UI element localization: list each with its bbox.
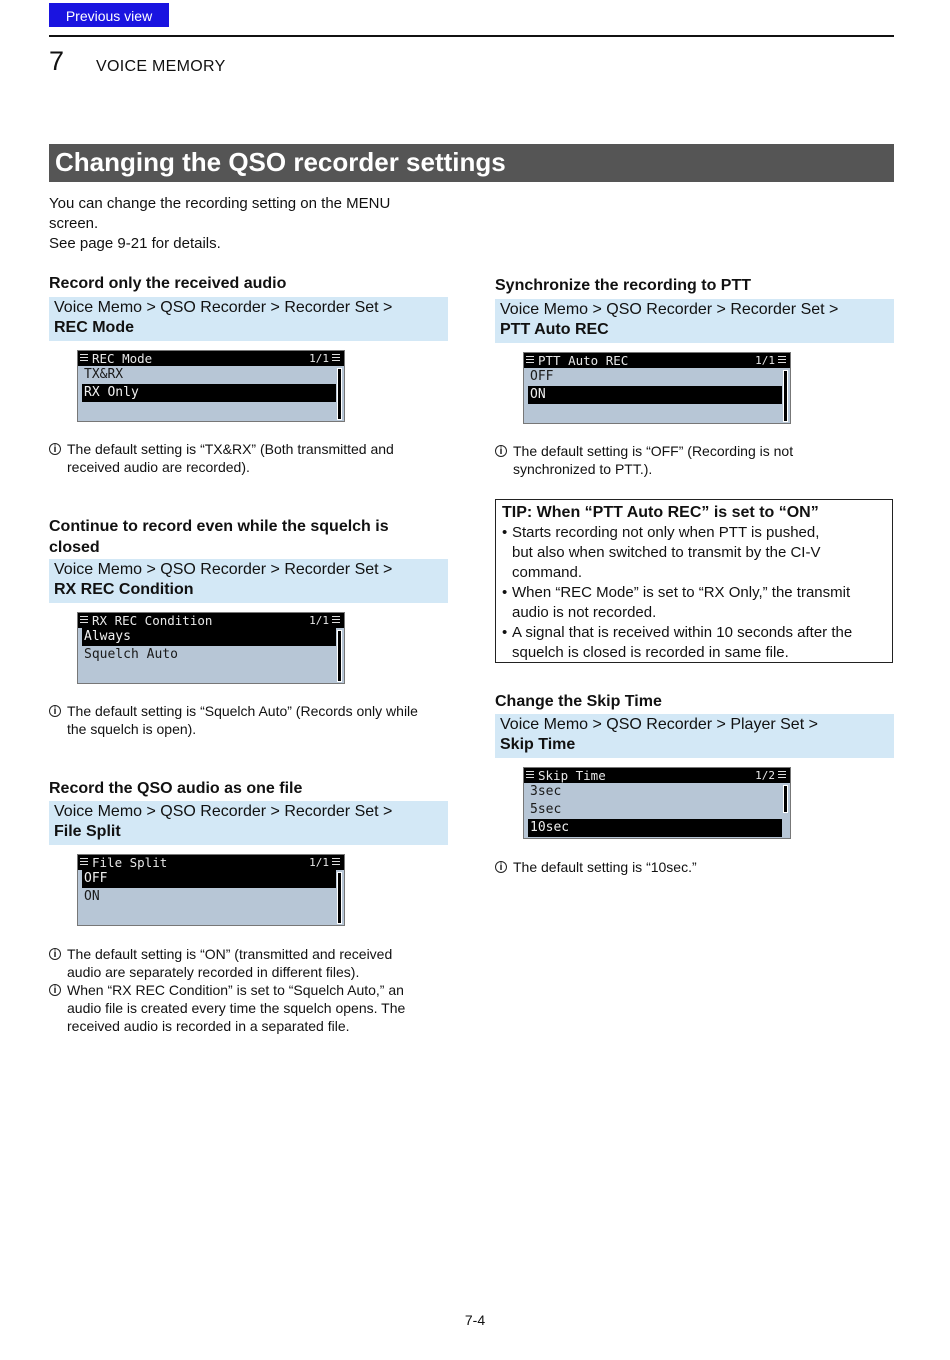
- file-split-notes: [49, 945, 449, 1035]
- screen-page: 1/1: [309, 352, 329, 365]
- note-line: audio file is created every time the squelch opens. The: [67, 1000, 406, 1016]
- info-circle-icon: i: [49, 443, 61, 455]
- screen-option-squelch-auto[interactable]: Squelch Auto: [84, 647, 178, 662]
- screen-title: REC Mode: [92, 351, 153, 366]
- intro-line: See page 9-21 for details.: [49, 235, 221, 252]
- chapter-title: VOICE MEMORY: [96, 58, 226, 75]
- intro-text: [49, 194, 449, 254]
- file-split-screen: [77, 854, 345, 926]
- tip-title: TIP: When “PTT Auto REC” is set to “ON”: [502, 504, 819, 521]
- screen-option-off[interactable]: OFF: [82, 870, 336, 888]
- screen-option-5sec[interactable]: 5sec: [530, 802, 562, 817]
- menu-list-icon: [778, 771, 786, 780]
- menu-path-item: PTT Auto REC: [500, 321, 609, 338]
- note-line: The default setting is “TX&RX” (Both transmitted and: [67, 441, 394, 457]
- menu-path-text: Voice Memo > QSO Recorder > Recorder Set >: [54, 561, 393, 578]
- section-title: Changing the QSO recorder settings: [49, 144, 894, 182]
- screen-page: 1/2: [755, 769, 775, 782]
- rec-mode-note: [49, 440, 449, 476]
- skip-time-screen: [523, 767, 791, 839]
- screen-title: PTT Auto REC: [538, 353, 629, 368]
- screen-option-3sec[interactable]: 3sec: [530, 784, 562, 799]
- info-circle-icon: i: [495, 861, 507, 873]
- screen-title-bar: [78, 855, 344, 870]
- note-line: audio are separately recorded in different files).: [67, 964, 360, 980]
- tip-line: Starts recording not only when PTT is pushed,: [512, 524, 820, 541]
- tip-box: [495, 499, 893, 663]
- tip-line: squelch is closed is recorded in same file.: [512, 644, 789, 661]
- menu-path-item: Skip Time: [500, 736, 576, 753]
- tip-line: audio is not recorded.: [512, 604, 657, 621]
- screen-title: Skip Time: [538, 768, 606, 783]
- screen-option-on[interactable]: ON: [84, 889, 100, 904]
- screen-title-bar: [78, 613, 344, 628]
- ptt-auto-rec-heading: Synchronize the recording to PTT: [495, 277, 752, 294]
- note-line: The default setting is “ON” (transmitted and received: [67, 946, 393, 962]
- screen-scrollbar: [783, 785, 788, 813]
- menu-list-icon: [332, 858, 340, 867]
- screen-page: 1/1: [755, 354, 775, 367]
- screen-option-10sec[interactable]: 10sec: [528, 819, 782, 837]
- intro-line: screen.: [49, 215, 99, 232]
- menu-list-icon: [526, 356, 534, 365]
- tip-bullet: • When “REC Mode” is set to “RX Only,” the transmit audio is not recorded.: [502, 584, 851, 621]
- menu-list-icon: [80, 616, 88, 625]
- menu-list-icon: [332, 616, 340, 625]
- screen-title: RX REC Condition: [92, 613, 213, 628]
- screen-scrollbar: [783, 370, 788, 422]
- screen-option-txrx[interactable]: TX&RX: [84, 367, 124, 382]
- rec-mode-heading: Record only the received audio: [49, 275, 287, 292]
- rec-mode-screen: [77, 350, 345, 422]
- note-line: synchronized to PTT.).: [513, 461, 653, 477]
- menu-list-icon: [332, 354, 340, 363]
- ptt-auto-rec-note: [495, 442, 895, 478]
- screen-option-off[interactable]: OFF: [530, 369, 554, 384]
- skip-time-menu-path: [495, 714, 894, 758]
- rx-rec-condition-heading: [49, 516, 449, 558]
- tip-bullet: • A signal that is received within 10 seconds after the squelch is closed is recorded in same file.: [502, 624, 853, 661]
- menu-path-item: File Split: [54, 823, 121, 840]
- previous-view-button[interactable]: Previous view: [49, 3, 169, 27]
- file-split-heading: Record the QSO audio as one file: [49, 780, 303, 797]
- menu-list-icon: [778, 356, 786, 365]
- tip-bullet: • Starts recording not only when PTT is pushed, but also when switched to transmit by the CI-V command.: [502, 524, 821, 581]
- intro-line: You can change the recording setting on the MENU: [49, 195, 391, 212]
- ptt-auto-rec-menu-path: [495, 299, 894, 343]
- page-number: 7-4: [464, 1312, 486, 1328]
- screen-option-on[interactable]: ON: [528, 386, 782, 404]
- screen-option-rx-only[interactable]: RX Only: [82, 384, 336, 402]
- screen-title-bar: [524, 353, 790, 368]
- info-circle-icon: i: [49, 705, 61, 717]
- rx-rec-condition-note: [49, 702, 449, 738]
- ptt-auto-rec-screen: [523, 352, 791, 424]
- rec-mode-menu-path: [49, 297, 448, 341]
- tip-line: but also when switched to transmit by the CI-V: [512, 544, 821, 561]
- rx-rec-condition-menu-path: [49, 559, 448, 603]
- screen-page: 1/1: [309, 856, 329, 869]
- skip-time-heading: Change the Skip Time: [495, 693, 662, 710]
- note-line: The default setting is “Squelch Auto” (Records only while: [67, 703, 418, 719]
- header-rule: [49, 35, 894, 37]
- menu-path-text: Voice Memo > QSO Recorder > Recorder Set >: [500, 301, 839, 318]
- info-circle-icon: i: [49, 984, 61, 996]
- menu-path-text: Voice Memo > QSO Recorder > Recorder Set >: [54, 803, 393, 820]
- screen-page: 1/1: [309, 614, 329, 627]
- screen-title-bar: [524, 768, 790, 783]
- screen-title: File Split: [92, 855, 168, 870]
- info-circle-icon: i: [495, 445, 507, 457]
- tip-line: A signal that is received within 10 seconds after the: [512, 624, 853, 641]
- rx-rec-condition-screen: [77, 612, 345, 684]
- tip-line: command.: [512, 564, 583, 581]
- menu-path-text: Voice Memo > QSO Recorder > Player Set >: [500, 716, 818, 733]
- file-split-menu-path: [49, 801, 448, 845]
- menu-path-item: REC Mode: [54, 319, 134, 336]
- menu-path-text: Voice Memo > QSO Recorder > Recorder Set >: [54, 299, 393, 316]
- screen-title-bar: [78, 351, 344, 366]
- screen-scrollbar: [337, 368, 342, 420]
- chapter-number: 7: [49, 46, 65, 76]
- note-line: received audio is recorded in a separated file.: [67, 1018, 350, 1034]
- screen-scrollbar: [337, 630, 342, 682]
- menu-list-icon: [80, 858, 88, 867]
- menu-path-item: RX REC Condition: [54, 581, 194, 598]
- skip-time-note: [495, 858, 895, 876]
- tip-line: When “REC Mode” is set to “RX Only,” the transmit: [512, 584, 851, 601]
- heading-line: Continue to record even while the squelch is: [49, 518, 389, 535]
- screen-scrollbar: [337, 872, 342, 924]
- menu-list-icon: [80, 354, 88, 363]
- note-line: The default setting is “OFF” (Recording is not: [513, 443, 794, 459]
- screen-option-always[interactable]: Always: [82, 628, 336, 646]
- menu-list-icon: [526, 771, 534, 780]
- note-line: the squelch is open).: [67, 721, 197, 737]
- heading-line: closed: [49, 539, 100, 556]
- note-line: received audio are recorded).: [67, 459, 250, 475]
- info-circle-icon: i: [49, 948, 61, 960]
- note-line: When “RX REC Condition” is set to “Squelch Auto,” an: [67, 982, 404, 998]
- note-line: The default setting is “10sec.”: [513, 859, 697, 875]
